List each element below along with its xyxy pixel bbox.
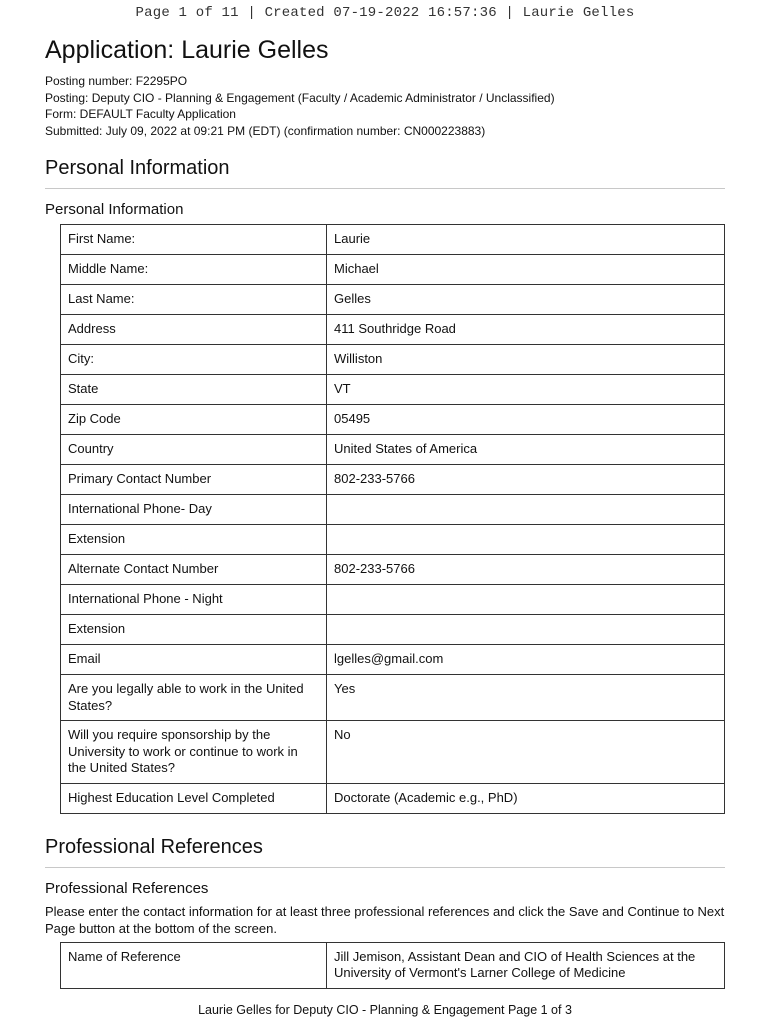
field-value: [327, 525, 725, 555]
print-header: Page 1 of 11 | Created 07-19-2022 16:57:36 | Laurie Gelles: [135, 5, 635, 21]
field-label: Last Name:: [61, 285, 327, 315]
field-label: Primary Contact Number: [61, 465, 327, 495]
subsection-title-personal: Personal Information: [45, 201, 184, 218]
table-row: [61, 345, 725, 375]
section-title-references: Professional References: [45, 836, 725, 868]
table-row: [61, 645, 725, 675]
field-label: Zip Code: [61, 405, 327, 435]
field-label: City:: [61, 345, 327, 375]
field-label: Alternate Contact Number: [61, 555, 327, 585]
field-label: Will you require sponsorship by the University to work or continue to work in the United States?: [61, 721, 327, 784]
field-value: No: [327, 721, 725, 784]
table-row: [61, 585, 725, 615]
field-value: United States of America: [327, 435, 725, 465]
section-title-personal: Personal Information: [45, 157, 725, 189]
personal-info-table: [60, 224, 725, 814]
table-row: [61, 375, 725, 405]
field-value: 05495: [327, 405, 725, 435]
field-label: Country: [61, 435, 327, 465]
field-label: International Phone- Day: [61, 495, 327, 525]
page-title: Application: Laurie Gelles: [45, 36, 329, 64]
table-row: [61, 495, 725, 525]
table-row: [61, 225, 725, 255]
references-table: [60, 942, 725, 989]
table-row: [61, 555, 725, 585]
table-row: [61, 255, 725, 285]
field-label: Extension: [61, 525, 327, 555]
table-row: [61, 405, 725, 435]
field-label: Middle Name:: [61, 255, 327, 285]
professional-references-section: [45, 836, 725, 989]
table-row: [61, 435, 725, 465]
table-row: [61, 285, 725, 315]
submitted-info: Submitted: July 09, 2022 at 09:21 PM (EDT) (confirmation number: CN000223883): [45, 123, 486, 138]
personal-information-section: [45, 157, 725, 814]
field-value: 802-233-5766: [327, 555, 725, 585]
table-row: [61, 721, 725, 784]
posting-title: Posting: Deputy CIO - Planning & Engagement (Faculty / Academic Administrator / Unclassified): [45, 90, 555, 105]
field-value: Gelles: [327, 285, 725, 315]
subsection-title-references: Professional References: [45, 879, 209, 897]
field-value: Jill Jemison, Assistant Dean and CIO of Health Sciences at the University of Vermont's Larner College of Medicine: [327, 942, 725, 988]
field-value: 411 Southridge Road: [327, 315, 725, 345]
field-value: 802-233-5766: [327, 465, 725, 495]
field-value: Laurie: [327, 225, 725, 255]
references-instructions: Please enter the contact information for at least three professional references and click the Save and Continue to Next Page button at the bottom of the screen.: [45, 903, 725, 936]
field-label: First Name:: [61, 225, 327, 255]
table-row: [61, 525, 725, 555]
field-value: [327, 495, 725, 525]
field-label: Highest Education Level Completed: [61, 783, 327, 813]
field-value: VT: [327, 375, 725, 405]
table-row: [61, 942, 725, 988]
field-label: Email: [61, 645, 327, 675]
field-label: Name of Reference: [61, 942, 327, 988]
field-value: Yes: [327, 675, 725, 721]
field-value: Michael: [327, 255, 725, 285]
application-meta: [45, 73, 725, 139]
field-value: [327, 615, 725, 645]
table-row: [61, 315, 725, 345]
field-label: Extension: [61, 615, 327, 645]
field-value: [327, 585, 725, 615]
table-row: [61, 675, 725, 721]
field-label: International Phone - Night: [61, 585, 327, 615]
field-label: Are you legally able to work in the United States?: [61, 675, 327, 721]
field-value: Williston: [327, 345, 725, 375]
table-row: [61, 783, 725, 813]
field-label: State: [61, 375, 327, 405]
form-name: Form: DEFAULT Faculty Application: [45, 107, 236, 121]
table-row: [61, 465, 725, 495]
field-label: Address: [61, 315, 327, 345]
field-value: Doctorate (Academic e.g., PhD): [327, 783, 725, 813]
page-footer: Laurie Gelles for Deputy CIO - Planning & Engagement Page 1 of 3: [198, 1003, 572, 1017]
table-row: [61, 615, 725, 645]
field-value: lgelles@gmail.com: [327, 645, 725, 675]
posting-number: Posting number: F2295PO: [45, 74, 188, 88]
document-body: [45, 36, 725, 989]
